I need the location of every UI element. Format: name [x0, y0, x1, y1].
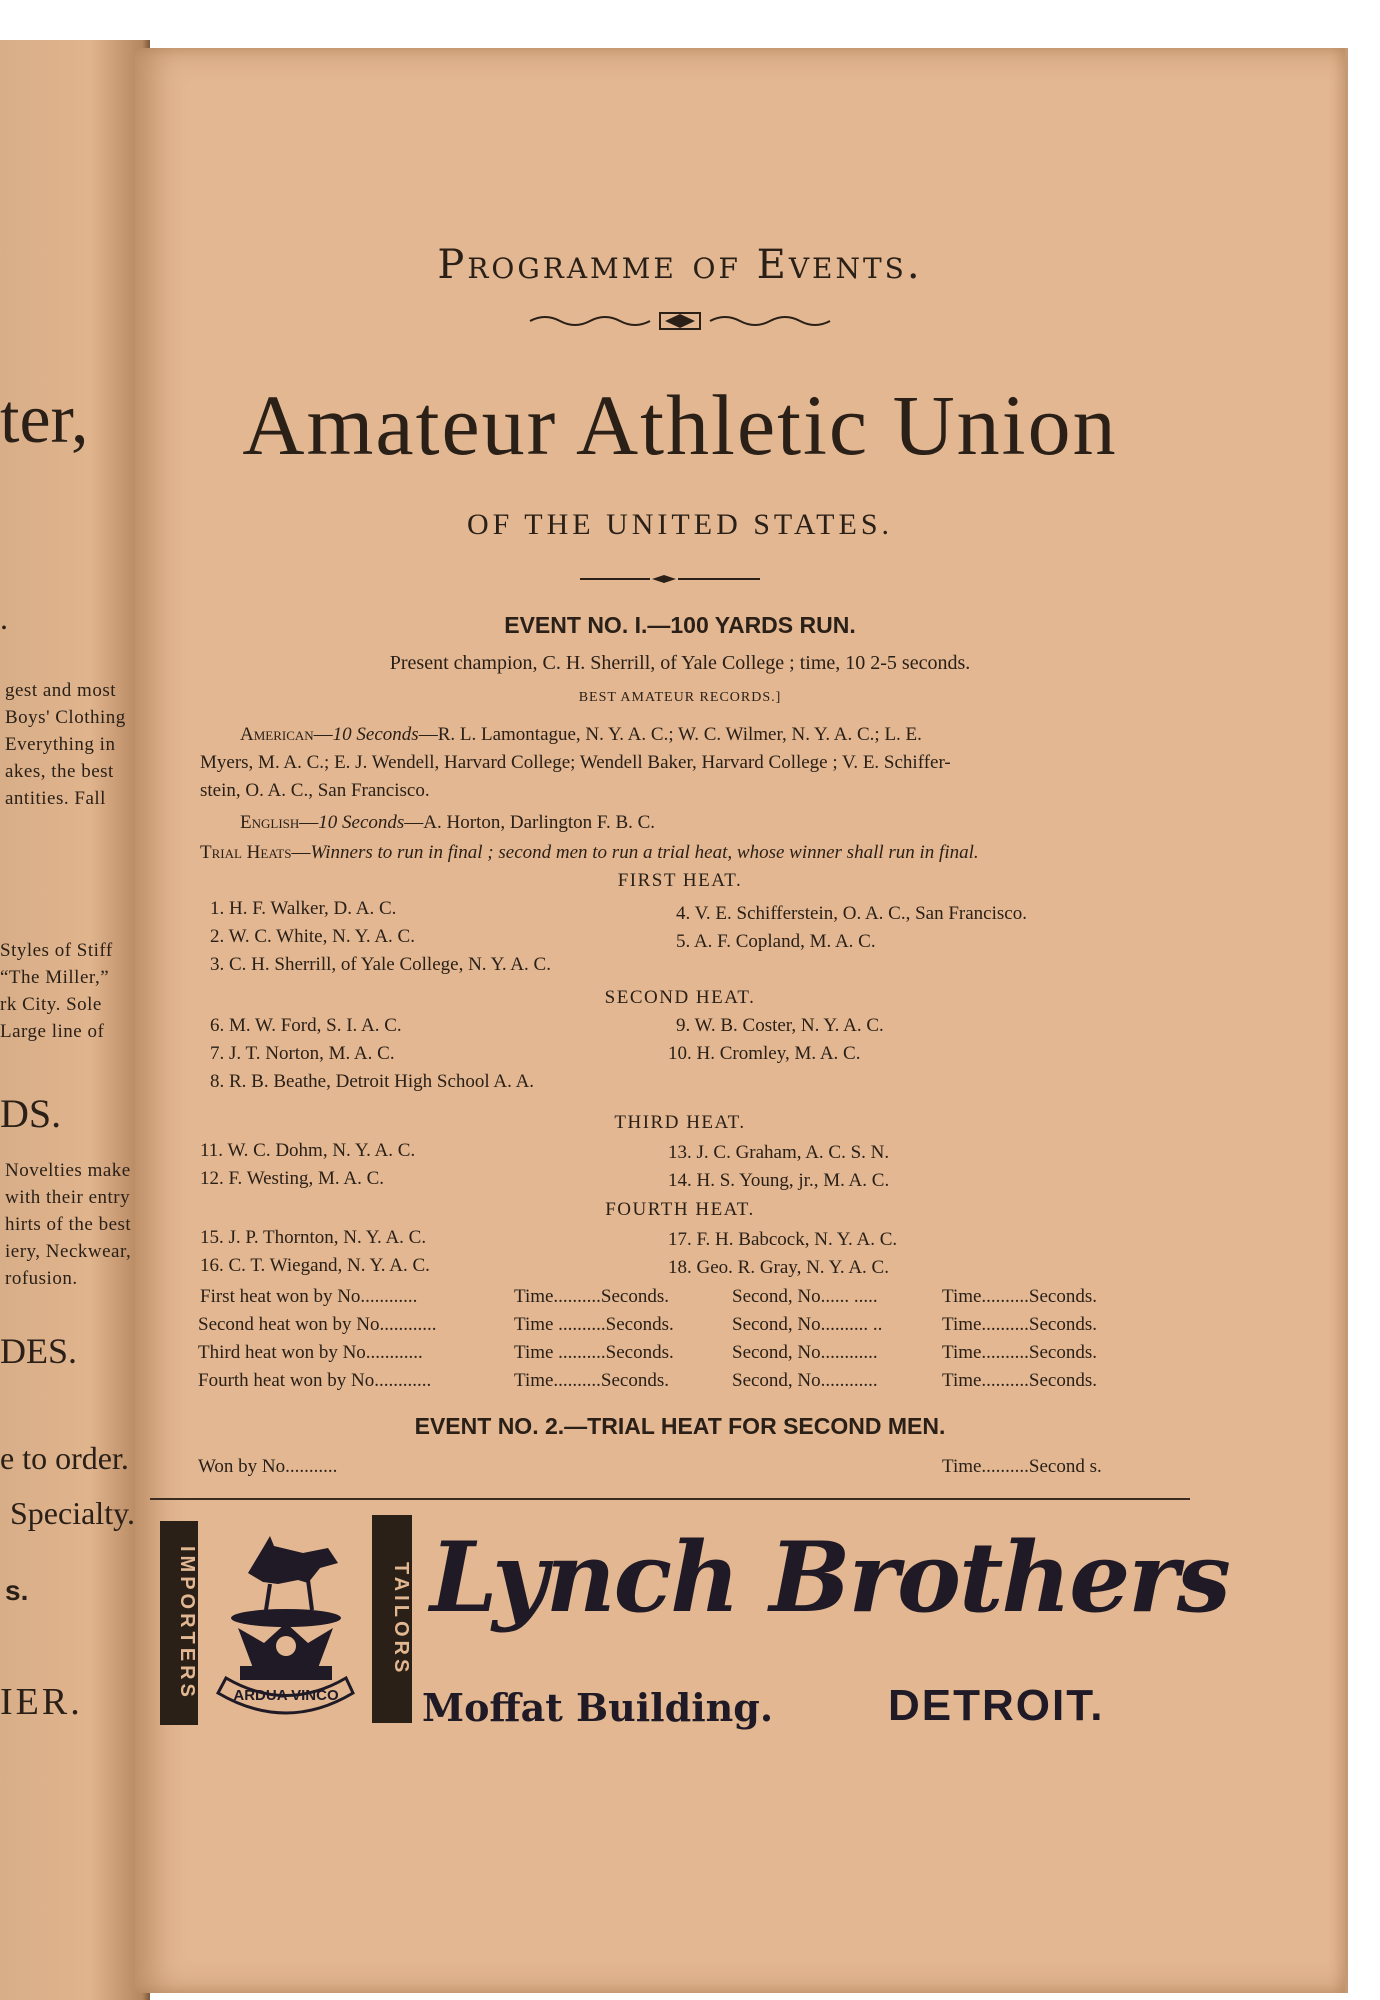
event-2-time: Time..........Second s. — [942, 1456, 1102, 1477]
trial-heats-line: Trial Heats—Winners to run in final ; second men to run a trial heat, whose winner shall run in final. — [200, 842, 979, 863]
result-cell: Time ..........Seconds. — [514, 1314, 674, 1335]
ad-address: Moffat Building. — [422, 1685, 774, 1730]
heat-entry: 9. W. B. Coster, N. Y. A. C. — [676, 1015, 884, 1036]
left-page-line: antities. Fall — [5, 788, 106, 809]
heat-entry: 4. V. E. Schifferstein, O. A. C., San Francisco. — [676, 903, 1027, 924]
brand-name: Lynch Brothers — [430, 1521, 1229, 1634]
american-record-line: stein, O. A. C., San Francisco. — [200, 780, 430, 801]
heat-entry: 8. R. B. Beathe, Detroit High School A. A. — [210, 1071, 535, 1092]
heat-entry: 18. Geo. R. Gray, N. Y. A. C. — [668, 1257, 889, 1278]
left-page-line: hirts of the best — [5, 1214, 132, 1235]
heat-heading: THIRD HEAT. — [614, 1112, 746, 1133]
result-cell: Time..........Seconds. — [942, 1342, 1098, 1363]
event-1-champion: Present champion, C. H. Sherrill, of Yale College ; time, 10 2-5 seconds. — [389, 652, 971, 674]
result-cell: Time..........Seconds. — [942, 1370, 1098, 1391]
result-cell: Second, No............ — [732, 1342, 878, 1363]
left-page-line: . — [0, 600, 8, 636]
result-cell: Second, No.......... .. — [732, 1314, 883, 1335]
ad-separator — [150, 1498, 1190, 1500]
result-cell: First heat won by No............ — [200, 1286, 418, 1307]
heat-entry: 12. F. Westing, M. A. C. — [200, 1168, 384, 1189]
lynch-brothers-ad — [150, 1503, 1229, 1733]
left-page-line: DS. — [0, 1091, 62, 1136]
left-page-line: rofusion. — [5, 1268, 78, 1289]
result-cell: Second heat won by No............ — [198, 1314, 437, 1335]
heat-heading: FOURTH HEAT. — [605, 1199, 755, 1220]
event-2-won-by: Won by No........... — [198, 1456, 338, 1477]
left-page-line: s. — [5, 1575, 29, 1606]
heat-entry: 7. J. T. Norton, M. A. C. — [210, 1043, 395, 1064]
result-cell: Time..........Seconds. — [942, 1286, 1098, 1307]
left-page-line: Novelties make — [5, 1160, 131, 1181]
left-page-line: ter, — [0, 381, 89, 458]
left-page-line: rk City. Sole — [0, 994, 102, 1015]
left-page-line: Styles of Stiff — [0, 940, 113, 961]
heat-entry: 11. W. C. Dohm, N. Y. A. C. — [200, 1140, 416, 1161]
heat-entry: 5. A. F. Copland, M. A. C. — [676, 931, 876, 952]
left-page-line: IER. — [0, 1681, 83, 1723]
left-page — [0, 40, 140, 1940]
tailors-label: TAILORS — [372, 1515, 412, 1723]
left-page-line: Specialty. — [10, 1495, 135, 1531]
left-page-line: Everything in — [5, 734, 116, 755]
left-page-line: DES. — [0, 1331, 78, 1371]
left-page-line: e to order. — [0, 1440, 129, 1476]
result-cell: Third heat won by No............ — [198, 1342, 423, 1363]
event-2-heading: EVENT NO. 2.—TRIAL HEAT FOR SECOND MEN. — [414, 1413, 946, 1439]
result-cell: Time..........Seconds. — [514, 1286, 670, 1307]
left-page-line: Boys' Clothing — [5, 707, 126, 728]
result-cell: Time..........Seconds. — [942, 1314, 1098, 1335]
american-record-line: Myers, M. A. C.; E. J. Wendell, Harvard College; Wendell Baker, Harvard College ; V. E. Schiffer- — [200, 752, 951, 773]
programme-heading: Programme of Events. — [437, 242, 923, 288]
rule-divider-icon — [580, 573, 760, 585]
importers-label: IMPORTERS — [160, 1521, 198, 1725]
english-record-line: English—10 Seconds—A. Horton, Darlington F. B. C. — [240, 812, 656, 833]
heat-entry: 16. C. T. Wiegand, N. Y. A. C. — [200, 1255, 430, 1276]
left-page-line: iery, Neckwear, — [5, 1241, 132, 1262]
left-page-line: with their entry — [5, 1187, 131, 1208]
heat-entry: 17. F. H. Babcock, N. Y. A. C. — [668, 1229, 898, 1250]
heat-entry: 3. C. H. Sherrill, of Yale College, N. Y. A. C. — [210, 954, 551, 975]
organization-title: Amateur Athletic Union — [242, 377, 1118, 473]
left-page-line: gest and most — [5, 680, 116, 701]
heat-entry: 13. J. C. Graham, A. C. S. N. — [668, 1142, 890, 1163]
ad-city: DETROIT. — [888, 1681, 1105, 1730]
heat-entry: 6. M. W. Ford, S. I. A. C. — [210, 1015, 402, 1036]
result-cell: Second, No............ — [732, 1370, 878, 1391]
heat-entry: 15. J. P. Thornton, N. Y. A. C. — [200, 1227, 427, 1248]
american-record-line: American—10 Seconds—R. L. Lamontague, N. Y. A. C.; W. C. Wilmer, N. Y. A. C.; L. E. — [240, 724, 922, 745]
left-page-line: Large line of — [0, 1021, 105, 1042]
records-heading: BEST AMATEUR RECORDS.] — [578, 690, 782, 705]
heat-entry: 10. H. Cromley, M. A. C. — [668, 1043, 861, 1064]
left-page-line: “The Miller,” — [0, 967, 110, 988]
heat-entry: 14. H. S. Young, jr., M. A. C. — [668, 1170, 890, 1191]
ornamental-divider-icon — [525, 308, 835, 334]
result-cell: Time ..........Seconds. — [514, 1342, 674, 1363]
result-cell: Fourth heat won by No............ — [198, 1370, 432, 1391]
event-1-heading: EVENT NO. I.—100 YARDS RUN. — [504, 612, 856, 638]
left-page-line: akes, the best — [5, 761, 114, 782]
organization-subtitle: OF THE UNITED STATES. — [466, 508, 894, 541]
heat-entry: 1. H. F. Walker, D. A. C. — [210, 898, 397, 919]
crest-motto: ARDUA VINCO — [233, 1687, 339, 1704]
heat-heading: SECOND HEAT. — [604, 987, 756, 1008]
result-cell: Second, No...... ..... — [732, 1286, 878, 1307]
heat-heading: FIRST HEAT. — [617, 870, 743, 891]
fox-crest-icon — [208, 1518, 358, 1723]
heat-entry: 2. W. C. White, N. Y. A. C. — [210, 926, 415, 947]
result-cell: Time..........Seconds. — [514, 1370, 670, 1391]
